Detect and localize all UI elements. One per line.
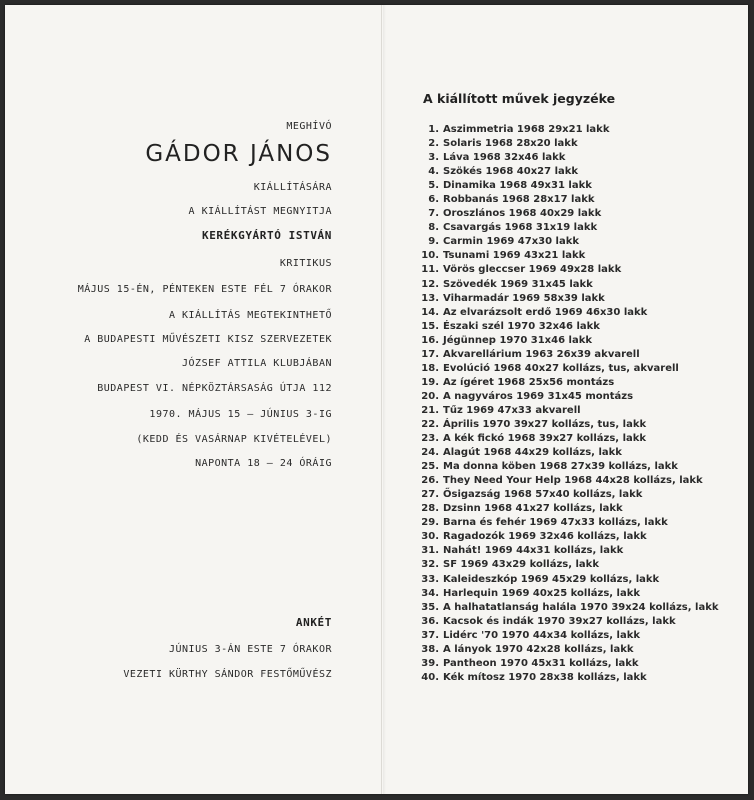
work-number: 15. bbox=[421, 320, 439, 332]
work-number: 11. bbox=[421, 264, 439, 276]
fold-shadow bbox=[383, 5, 386, 794]
work-number: 31. bbox=[421, 545, 439, 557]
work-number: 40. bbox=[421, 671, 439, 683]
work-title: Aszimmetria 1968 29x21 lakk bbox=[443, 124, 610, 135]
work-title: Jégünnep 1970 31x46 lakk bbox=[443, 334, 592, 346]
list-item bbox=[405, 376, 719, 390]
work-title: They Need Your Help 1968 44x28 kollázs, lakk bbox=[443, 475, 703, 487]
work-title: A lányok 1970 42x28 kollázs, lakk bbox=[443, 643, 634, 655]
list-item bbox=[405, 249, 719, 263]
work-title: Láva 1968 32x46 lakk bbox=[443, 152, 566, 164]
work-title: Kék mítosz 1970 28x38 kollázs, lakk bbox=[443, 671, 647, 683]
work-title: Északi szél 1970 32x46 lakk bbox=[443, 320, 600, 332]
work-title: Dzsinn 1968 41x27 kollázs, lakk bbox=[443, 503, 623, 515]
work-title: Tsunami 1969 43x21 lakk bbox=[443, 250, 586, 262]
invitation-sheet bbox=[5, 5, 748, 794]
list-item bbox=[405, 320, 719, 334]
list-item bbox=[405, 235, 719, 249]
work-title: Csavargás 1968 31x19 lakk bbox=[443, 222, 598, 234]
work-number: 10. bbox=[421, 250, 439, 262]
list-item bbox=[405, 306, 719, 320]
work-title: Ma donna köben 1968 27x39 kollázs, lakk bbox=[443, 461, 678, 473]
list-item bbox=[405, 390, 719, 404]
works-list-heading: A kiállított művek jegyzéke bbox=[423, 91, 616, 106]
list-item bbox=[405, 179, 719, 193]
list-item bbox=[405, 671, 719, 685]
work-number: 35. bbox=[421, 601, 439, 613]
venue-line-1: A BUDAPESTI MŰVÉSZETI KISZ SZERVEZETEK bbox=[84, 334, 332, 345]
list-item bbox=[405, 587, 719, 601]
work-number: 19. bbox=[421, 376, 439, 388]
work-number: 1. bbox=[428, 124, 439, 135]
list-item bbox=[405, 573, 719, 587]
work-title: Kacsok és indák 1970 39x27 kollázs, lakk bbox=[443, 615, 676, 627]
list-item bbox=[405, 502, 719, 516]
anket-host: VEZETI KÜRTHY SÁNDOR FESTŐMŰVÉSZ bbox=[123, 669, 332, 680]
list-item bbox=[405, 544, 719, 558]
work-number: 23. bbox=[421, 433, 439, 445]
work-number: 27. bbox=[421, 489, 439, 501]
work-number: 16. bbox=[421, 334, 439, 346]
work-title: Pantheon 1970 45x31 kollázs, lakk bbox=[443, 657, 639, 669]
anket-date: JÚNIUS 3-ÁN ESTE 7 ÓRAKOR bbox=[168, 644, 332, 655]
work-number: 18. bbox=[421, 362, 439, 374]
work-number: 26. bbox=[421, 475, 439, 487]
work-number: 28. bbox=[421, 503, 439, 515]
list-item bbox=[405, 643, 719, 657]
exhibition-label: KIÁLLÍTÁSÁRA bbox=[253, 182, 332, 193]
work-title: Az elvarázsolt erdő 1969 46x30 lakk bbox=[443, 306, 648, 318]
work-number: 21. bbox=[421, 404, 439, 416]
list-item bbox=[405, 657, 719, 671]
work-title: Robbanás 1968 28x17 lakk bbox=[443, 194, 595, 206]
work-title: Akvarellárium 1963 26x39 akvarell bbox=[443, 348, 640, 360]
works-list bbox=[405, 123, 719, 685]
list-item bbox=[405, 362, 719, 376]
work-title: Evolúció 1968 40x27 kollázs, tus, akvarell bbox=[443, 362, 679, 374]
list-item bbox=[405, 404, 719, 418]
list-item bbox=[405, 193, 719, 207]
work-title: Carmin 1969 47x30 lakk bbox=[443, 236, 580, 248]
work-title: SF 1969 43x29 kollázs, lakk bbox=[443, 559, 599, 571]
list-item bbox=[405, 123, 719, 137]
work-number: 5. bbox=[428, 180, 439, 192]
work-number: 12. bbox=[421, 278, 439, 290]
work-number: 3. bbox=[428, 152, 439, 164]
work-title: A halhatatlanság halála 1970 39x24 kollázs, lakk bbox=[443, 601, 719, 613]
list-item bbox=[405, 488, 719, 502]
list-item bbox=[405, 221, 719, 235]
list-item bbox=[405, 292, 719, 306]
work-title: Az ígéret 1968 25x56 montázs bbox=[443, 376, 615, 388]
list-item bbox=[405, 432, 719, 446]
work-number: 30. bbox=[421, 531, 439, 543]
list-item bbox=[405, 334, 719, 348]
list-item bbox=[405, 601, 719, 615]
work-number: 6. bbox=[428, 194, 439, 206]
anket-heading: ANKÉT bbox=[295, 616, 332, 629]
work-number: 7. bbox=[428, 208, 439, 220]
list-item bbox=[405, 348, 719, 362]
work-number: 34. bbox=[421, 587, 439, 599]
list-item bbox=[405, 418, 719, 432]
work-title: Kaleideszkóp 1969 45x29 kollázs, lakk bbox=[443, 573, 660, 585]
work-number: 25. bbox=[421, 461, 439, 473]
work-title: Április 1970 39x27 kollázs, tus, lakk bbox=[443, 418, 647, 430]
work-title: Tűz 1969 47x33 akvarell bbox=[443, 404, 581, 416]
list-item bbox=[405, 165, 719, 179]
list-item bbox=[405, 151, 719, 165]
work-number: 17. bbox=[421, 348, 439, 360]
venue-line-2: JÓZSEF ATTILA KLUBJÁBAN bbox=[182, 358, 332, 369]
list-item bbox=[405, 207, 719, 221]
list-item bbox=[405, 278, 719, 292]
list-item bbox=[405, 615, 719, 629]
work-title: Barna és fehér 1969 47x33 kollázs, lakk bbox=[443, 517, 668, 529]
work-number: 4. bbox=[428, 166, 439, 178]
closed-days: (KEDD ÉS VASÁRNAP KIVÉTELÉVEL) bbox=[136, 434, 332, 445]
work-title: A nagyváros 1969 31x45 montázs bbox=[443, 390, 634, 402]
work-title: Oroszlános 1968 40x29 lakk bbox=[443, 208, 602, 220]
work-title: Viharmadár 1969 58x39 lakk bbox=[443, 292, 605, 304]
opener-name: KERÉKGYÁRTÓ ISTVÁN bbox=[201, 229, 332, 242]
work-title: Vörös gleccser 1969 49x28 lakk bbox=[443, 264, 622, 276]
work-number: 37. bbox=[421, 629, 439, 641]
work-title: Szövedék 1969 31x45 lakk bbox=[443, 278, 593, 290]
list-item bbox=[405, 558, 719, 572]
list-item bbox=[405, 460, 719, 474]
work-number: 29. bbox=[421, 517, 439, 529]
work-number: 8. bbox=[428, 222, 439, 234]
work-number: 20. bbox=[421, 390, 439, 402]
list-item bbox=[405, 629, 719, 643]
work-title: Szökés 1968 40x27 lakk bbox=[443, 166, 579, 178]
opening-date: MÁJUS 15-ÉN, PÉNTEKEN ESTE FÉL 7 ÓRAKOR bbox=[77, 284, 332, 295]
work-number: 36. bbox=[421, 615, 439, 627]
list-item bbox=[405, 474, 719, 488]
list-item bbox=[405, 263, 719, 277]
work-number: 32. bbox=[421, 559, 439, 571]
opener-title: KRITIKUS bbox=[279, 258, 332, 269]
invitation-label: MEGHÍVÓ bbox=[286, 121, 332, 132]
work-number: 22. bbox=[421, 418, 439, 430]
work-number: 24. bbox=[421, 447, 439, 459]
work-number: 38. bbox=[421, 643, 439, 655]
work-title: Harlequin 1969 40x25 kollázs, lakk bbox=[443, 587, 641, 599]
work-title: Ősigazság 1968 57x40 kollázs, lakk bbox=[443, 489, 643, 501]
work-title: Lidérc '70 1970 44x34 kollázs, lakk bbox=[443, 629, 641, 641]
work-number: 9. bbox=[428, 236, 439, 248]
list-item bbox=[405, 446, 719, 460]
work-title: Dinamika 1968 49x31 lakk bbox=[443, 180, 592, 192]
work-number: 2. bbox=[428, 138, 439, 150]
work-number: 39. bbox=[421, 657, 439, 669]
list-item bbox=[405, 530, 719, 544]
viewable-label: A KIÁLLÍTÁS MEGTEKINTHETŐ bbox=[168, 310, 332, 321]
work-number: 33. bbox=[421, 573, 439, 585]
work-number: 14. bbox=[421, 306, 439, 318]
opener-intro: A KIÁLLÍTÁST MEGNYITJA bbox=[188, 206, 332, 217]
artist-name: GÁDOR JÁNOS bbox=[145, 141, 332, 167]
work-title: Alagút 1968 44x29 kollázs, lakk bbox=[443, 447, 622, 459]
work-title: A kék fickó 1968 39x27 kollázs, lakk bbox=[443, 433, 647, 445]
work-title: Nahát! 1969 44x31 kollázs, lakk bbox=[443, 545, 624, 557]
opening-hours: NAPONTA 18 – 24 ÓRÁIG bbox=[195, 458, 332, 469]
work-number: 13. bbox=[421, 292, 439, 304]
list-item bbox=[405, 516, 719, 530]
work-title: Solaris 1968 28x20 lakk bbox=[443, 138, 578, 150]
exhibition-period: 1970. MÁJUS 15 – JÚNIUS 3-IG bbox=[149, 409, 332, 420]
venue-address: BUDAPEST VI. NÉPKÖZTÁRSASÁG ÚTJA 112 bbox=[97, 383, 332, 394]
fold-line bbox=[381, 5, 382, 794]
list-item bbox=[405, 137, 719, 151]
work-title: Ragadozók 1969 32x46 kollázs, lakk bbox=[443, 531, 647, 543]
